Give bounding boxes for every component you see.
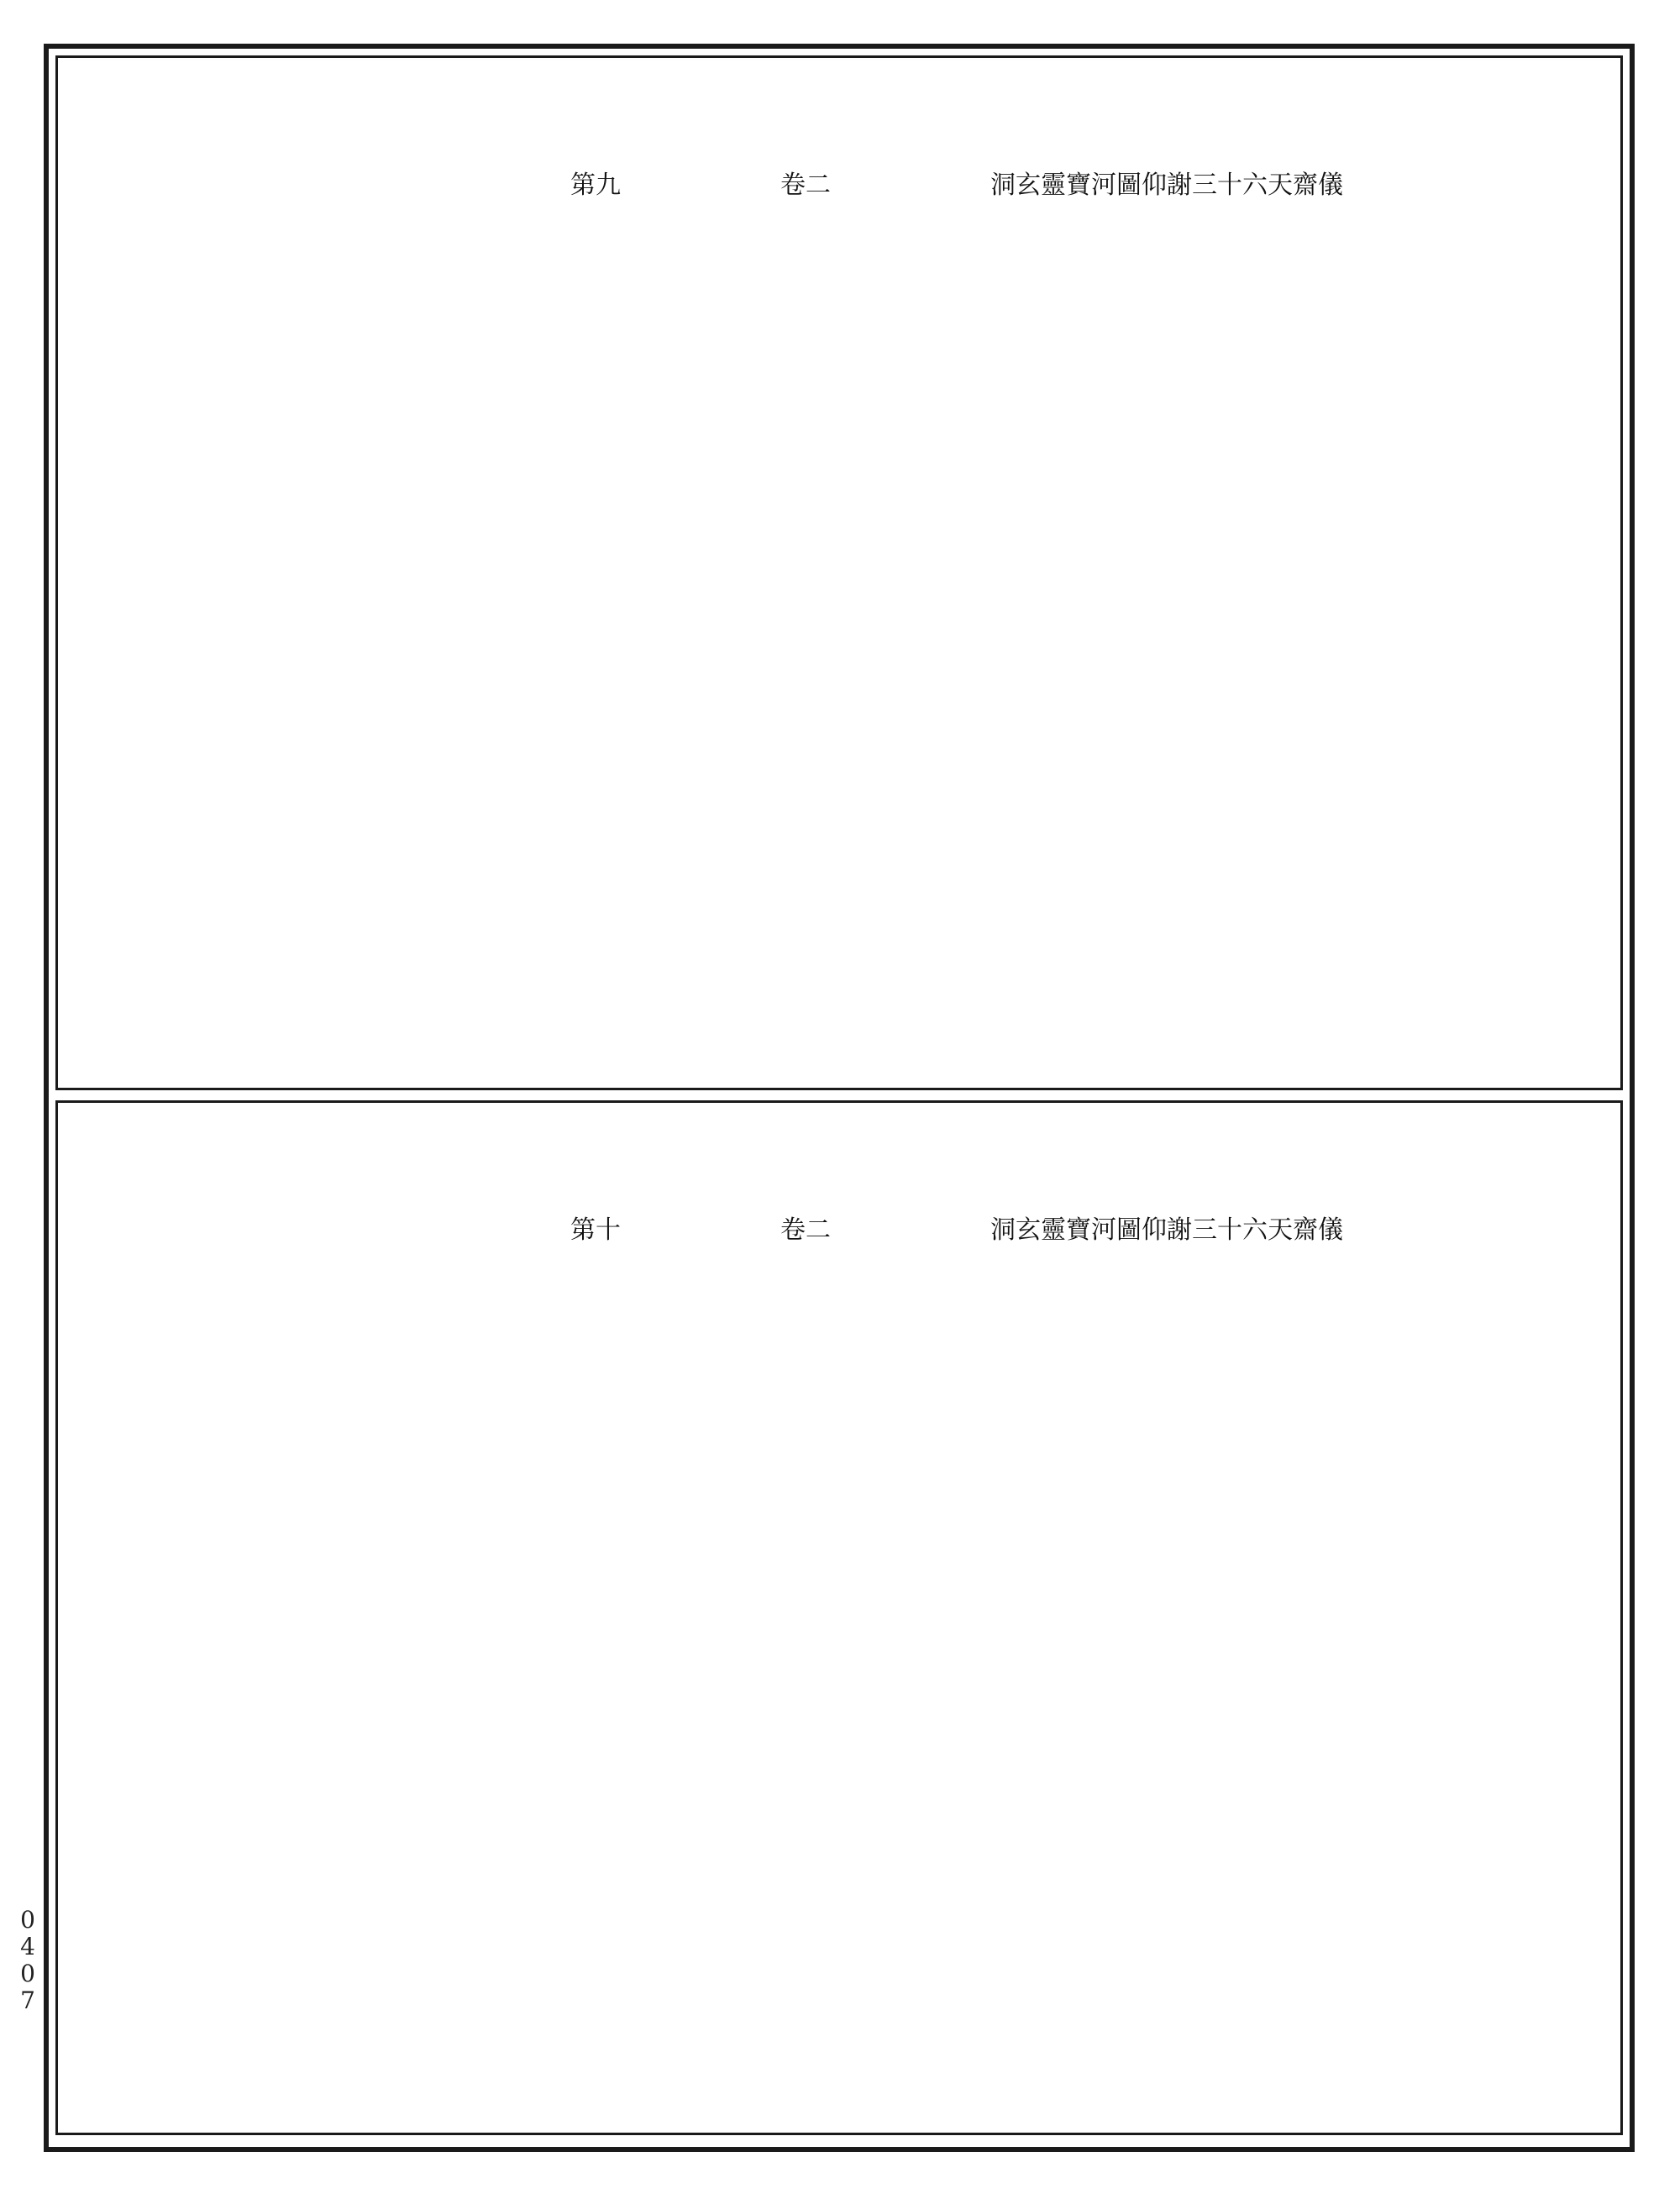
text-column [1244, 1286, 1318, 2118]
page-number-digit: 4 [20, 1933, 35, 1960]
text-column [801, 241, 874, 1073]
text-column [1540, 1286, 1614, 2118]
text-column [505, 1286, 579, 2118]
text-column [1170, 241, 1244, 1073]
page-number [15, 1907, 40, 2014]
text-column [1096, 241, 1170, 1073]
text-column [357, 1286, 431, 2118]
header-leaf: 第十 [570, 1215, 621, 1245]
text-column [1170, 1286, 1244, 2118]
bottom-panel [55, 1100, 1623, 2135]
header-leaf: 第九 [570, 171, 621, 200]
page-header [570, 152, 1343, 219]
text-columns [51, 1286, 1614, 2118]
text-column [1022, 1286, 1096, 2118]
header-title: 洞玄靈寶河圖仰謝三十六天齋儀 [990, 171, 1343, 200]
page-frame [44, 44, 1635, 2152]
text-column [1244, 241, 1318, 1073]
page-number-digit: 0 [20, 1960, 35, 1987]
text-column [283, 241, 357, 1073]
text-column [579, 241, 653, 1073]
header-fascicle: 卷二 [780, 171, 831, 200]
text-column [209, 241, 283, 1073]
text-column [1540, 241, 1614, 1073]
text-column [209, 1286, 283, 2118]
text-column [1466, 241, 1540, 1073]
text-column [653, 1286, 727, 2118]
header-title: 洞玄靈寶河圖仰謝三十六天齋儀 [990, 1215, 1343, 1245]
page-header [570, 1197, 1343, 1264]
header-fascicle: 卷二 [780, 1215, 831, 1245]
text-column [135, 241, 209, 1073]
text-column [431, 241, 505, 1073]
text-column [135, 1286, 209, 2118]
text-column [653, 241, 727, 1073]
text-column [874, 1286, 948, 2118]
page-number-digit: 7 [20, 1986, 35, 2014]
text-column [431, 1286, 505, 2118]
text-column [1392, 1286, 1466, 2118]
text-column [727, 1286, 801, 2118]
text-column [727, 241, 801, 1073]
text-column [948, 1286, 1022, 2118]
text-column [1096, 1286, 1170, 2118]
page-number-digit: 0 [20, 1906, 35, 1934]
top-panel [55, 55, 1623, 1090]
text-column [948, 241, 1022, 1073]
text-column [1392, 241, 1466, 1073]
text-columns [51, 241, 1614, 1073]
text-column [1318, 241, 1392, 1073]
text-column [874, 241, 948, 1073]
text-column [1466, 1286, 1540, 2118]
text-column [1022, 241, 1096, 1073]
text-column [801, 1286, 874, 2118]
text-column [1318, 1286, 1392, 2118]
text-column [283, 1286, 357, 2118]
text-column [505, 241, 579, 1073]
text-column [357, 241, 431, 1073]
text-column [579, 1286, 653, 2118]
